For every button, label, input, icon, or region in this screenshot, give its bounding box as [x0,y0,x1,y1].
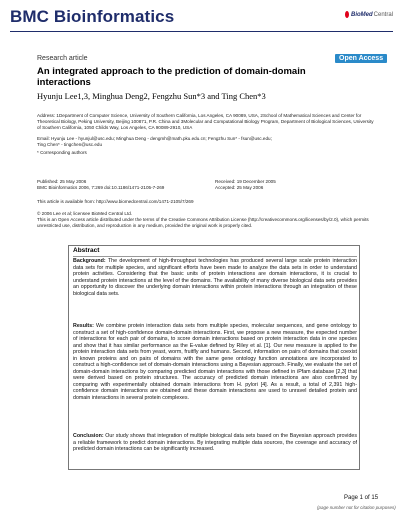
email-line-1: Email: Hyunju Lee - hyunjul@usc.edu; Minghua Deng - dengmh@math.pku.edu.cn; Fengzhu Sun* - fsun@usc.edu; [37,136,272,141]
review-dates [215,179,276,191]
logo-row [345,11,393,18]
results-label: Results: [73,323,94,329]
header-divider [10,31,393,32]
page-number: Page 1 of 15 [344,495,379,501]
author-emails [37,136,377,148]
corresponding-note: * Corresponding authors [37,150,87,155]
publication-info [37,179,164,191]
logo-mark-icon [345,11,349,18]
abstract-results [73,323,357,402]
article-url: This article is available from: http://www.biomedcentral.com/1471-2105/7/269 [37,199,194,204]
conclusion-label: Conclusion: [73,433,104,439]
citation: BMC Bioinformatics 2006, 7:269 doi:10.1186/1471-2105-7-269 [37,185,165,190]
logo-main-text: BioMed [350,11,373,18]
article-title: An integrated approach to the prediction of domain-domain interactions [37,66,306,88]
abstract-background [73,258,357,297]
article-type: Research article [37,55,88,62]
abstract-conclusion [73,433,357,453]
conclusion-text: Our study shows that integration of multiple biological data sets based on the Bayesian approach provides a reliable framework to predict domain interactions. By integrating multiple data sources, the coverage and accuracy of predicted domain interactions can be significantly increased. [73,433,357,453]
copyright-notice [37,211,377,229]
background-label: Background: [73,258,106,264]
abstract-heading: Abstract [73,247,100,254]
abstract-divider [73,256,357,257]
open-access-badge: Open Access [335,54,387,63]
author-list: Hyunju Lee1,3, Minghua Deng2, Fengzhu Sun*3 and Ting Chen*3 [37,91,266,101]
page-number-note: (page number not for citation purposes) [317,505,396,510]
logo-sub-text: Central [373,11,393,18]
accepted-date: Accepted: 25 May 2006 [215,185,264,190]
copyright-line: © 2006 Lee et al; licensee BioMed Central Ltd. [37,211,133,216]
background-text: The development of high-throughput technologies has produced several large scale protein interaction data sets for multiple species, and significant efforts have been made to analyze the data sets in order to understand protein activities. Considering that the basic units of protein interactions are domain interactions, it is crucial to understand protein interactions at the level of the domains. The availability of many diverse biological data sets provides an opportunity to discover the underlying domain interactions within protein interactions through an integration of these biological data sets. [73,258,357,297]
published-date: Published: 25 May 2006 [37,179,87,184]
journal-title: BMC Bioinformatics [10,7,175,26]
results-text: We combine protein interaction data sets from multiple species, molecular sequences, and gene ontology to construct a set of high-confidence domain-domain interactions. First, we propose a new measure, the expected number of interactions for each pair of domains, to score domain interactions based on protein interaction data in one species and show that it has similar performance as the E-value defined by Riley et al. [1]. Our new measure is applied to the protein interaction data sets from yeast, worm, fruitfly and humans. Second, information on pairs of domains that coexist in known proteins and on pairs of domains with the same gene ontology function annotations are incorporated to construct a high-confidence set of domain-domain interactions using a Bayesian approach. Finally, we evaluate the set of domain-domain interactions by comparing predicted domain interactions with those defined in iPfam database [2,3] that were derived based on protein structures. The accuracy of predicted domain interactions are also confirmed by comparing with experimentally obtained domain interactions from H. pylori [4]. As a result, a total of 2,391 high-confidence domain interactions are obtained and these domain interactions are used to unravel detailed protein and domain interactions in several protein complexes. [73,323,357,402]
license-text: This is an Open Access article distributed under the terms of the Creative Commons Attribution License (http://creativecommons.org/licenses/by/2.0), which permits unrestricted use, distribution, and reproduction in any medium, provided the original work is properly cited. [37,217,369,228]
affiliations: Address: 1Department of Computer Science, University of Southern California, Los Angeles, CA 90089, USA, 2School of Mathematical Sciences and Center for Theoretical Biology, Peking University, Beijing 100871, P.R. China and 3Molecular and Computational Biology Program, Department of Biological Sciences, University of Southern California, 1050 Childs Way, Los Angeles, CA 90089-2910, USA [37,113,374,130]
email-line-2: Ting Chen* - tingchen@usc.edu [37,142,103,147]
biomed-central-logo [345,11,393,33]
received-date: Received: 19 December 2005 [215,179,276,184]
